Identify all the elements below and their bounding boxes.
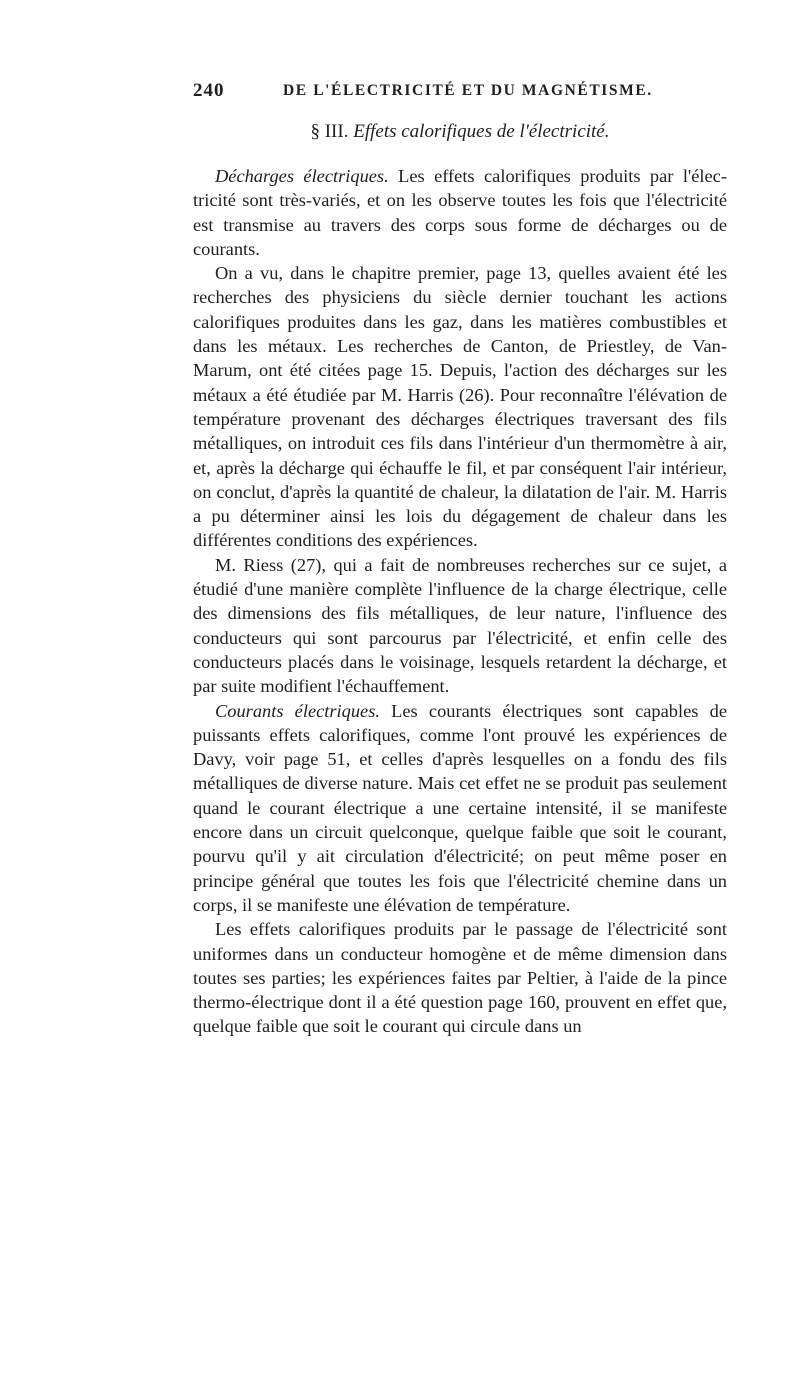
paragraph-lead: Courants électriques. [215,700,380,721]
paragraph-riess [193,553,727,699]
section-title: Effets calorifiques de l'électricité. [353,121,610,142]
paragraph-harris [193,261,727,553]
paragraph-peltier [193,917,727,1038]
section-heading [193,121,727,143]
section-number: § III. [310,121,349,142]
paragraph-decharges [193,164,727,261]
paragraph-courants [193,699,727,918]
running-title: DE L'ÉLECTRICITÉ ET DU MAGNÉTISME. [283,82,653,99]
paragraph-lead: Décharges électriques. [215,166,389,186]
paragraph-text: On a vu, dans le chapitre premier, page 13, quelles avaient été les recherches des physiciens du siècle dernier touchant les actions calorifiques produites dans les gaz, dans les matières combustibles et dans les métaux. Les recherches de Canton, de Priestley, de Van-Marum, ont été citées page 15. Depuis, l'action des décharges sur les métaux a été étudiée par M. Harris (26). Pour reconnaître l'élévation de température provenant des décharges électriques traversant des fils métalliques, on introduit ces fils dans l'intérieur d'un thermomètre à air, et, après la décharge qui échauffe le fil, et par conséquent l'air intérieur, on conclut, d'après la quantité de chaleur, la dilatation de l'air. M. Harris a pu déterminer ainsi les lois du dégagement de chaleur dans les différentes conditions des expériences. [193,263,727,551]
page-number: 240 [193,80,225,101]
body-text [193,164,727,1039]
paragraph-text: Les effets calorifiques produits par le passage de l'électricité sont uniformes dans un conducteur homogène et de même dimension dans toutes ses parties; les expériences faites par Peltier, à l'aide de la pince thermo-électrique dont il a été question page 160, prouvent en effet que, quelque faible que soit le courant qui circule dans un [193,919,727,1037]
paragraph-text: Les effets calorifiques produits par l'électricité sont très-variés, et on les observe toutes les fois que l'électricité est transmise au travers des corps sous forme de décharges ou de courants. [193,166,727,259]
paragraph-text: M. Riess (27), qui a fait de nombreuses recherches sur ce sujet, a étudié d'une manière complète l'influence de la charge électrique, celle des dimensions des fils métalliques, de leur nature, l'influence des conducteurs qui sont parcourus par l'électricité, et enfin celle des conducteurs placés dans le voisinage, lesquels retardent la décharge, et par suite modifient l'échauffement. [193,554,727,697]
paragraph-text: Les courants électriques sont capables de puissants effets calorifiques, comme l'ont prouvé les expériences de Davy, voir page 51, et celles d'après lesquelles on a fondu des fils métalliques de diverse nature. Mais cet effet ne se produit pas seulement quand le courant électrique a une certaine intensité, il se manifeste encore dans un circuit quelconque, quelque faible que soit le courant, pourvu qu'il y ait circulation d'électricité; on peut même poser en principe général que toutes les fois que l'électricité chemine dans un corps, il se manifeste une élévation de température. [193,700,727,915]
running-head [193,80,727,104]
